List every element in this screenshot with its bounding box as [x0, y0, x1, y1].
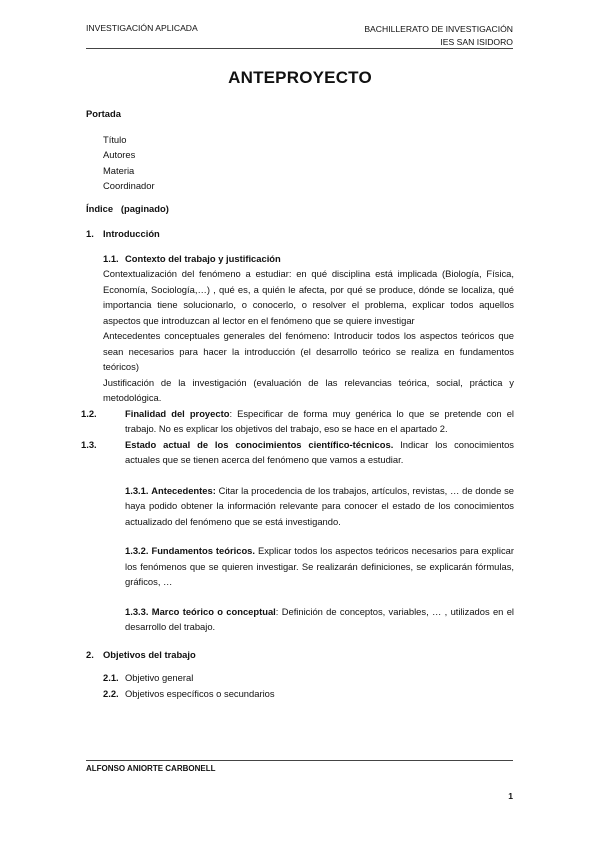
subsection-1-3-2: [125, 543, 514, 590]
subsection-title: Estado actual de los conocimientos científico-técnicos.: [125, 438, 394, 450]
subsection-number: 2.2.: [103, 687, 119, 699]
subsection-title: Antecedentes:: [151, 484, 216, 496]
subsection-number: 1.3.3.: [125, 605, 149, 617]
subsection-2-1: [103, 670, 514, 686]
section-2-body: [103, 670, 514, 701]
section-1-heading: [86, 226, 514, 242]
subsection-number: 1.3.2.: [125, 545, 149, 556]
footer-rule: [86, 760, 513, 761]
document-body: [81, 106, 514, 701]
paragraph-justificacion: Justificación de la investigación (evaluación de las relevancias teórica, social, práctica y metodológica.: [103, 376, 514, 403]
paragraph-contexto: Contextualización del fenómeno a estudiar: en qué disciplina está implicada (Biología, Física, Economía, Sociología,…) , qué es, a quién le afecta, por qué se produce, dónde se localiza, qué importancia tiene solucionarlo, o conocerlo, o resolver el problema, explicar todos aquellos aspectos que introduzcan al lector en el fenómeno que se quiere investigar: [103, 268, 514, 326]
subsection-title: Fundamentos teóricos.: [151, 545, 255, 556]
section-number: 2.: [86, 648, 94, 660]
subsection-number: 2.1.: [103, 672, 119, 683]
page-title: ANTEPROYECTO: [228, 68, 372, 87]
subsection-number: 1.2.: [81, 407, 97, 419]
subsection-1-3-3: [125, 604, 514, 635]
subsection-text: : Especificar de forma muy genérica lo que se pretende con el trabajo. No es explicar los objetivos del trabajo, eso se hace en el apartado 2.: [125, 407, 514, 434]
paragraph-antecedentes: Antecedentes conceptuales generales del fenómeno: Introducir todos los aspectos teóricos que sean necesarios para hacer la introducción (el desarrollo teórico se realiza en fundamentos teóricos): [103, 330, 514, 372]
subsection-number: 1.3.: [81, 438, 97, 450]
subsection-number: 1.1.: [103, 252, 119, 264]
section-title: Objetivos del trabajo: [103, 648, 196, 660]
subsection-title: Contexto del trabajo y justificación: [125, 252, 281, 264]
portada-item: Título: [103, 133, 127, 145]
section-1-body: [81, 251, 514, 635]
subsection-text: : Definición de conceptos, variables, … , utilizados en el desarrollo del trabajo.: [125, 605, 514, 632]
subsection-1-1-heading: [103, 251, 514, 267]
section-number: 1.: [86, 228, 94, 239]
subsection-text: Indicar los conocimientos actuales que se tienen acerca del fenómeno que vamos a estudiar.: [125, 438, 514, 465]
subsection-1-3-1: [125, 483, 514, 530]
header-rule: [86, 48, 513, 49]
subsection-2-2: [103, 686, 514, 702]
subsection-number: 1.3.1.: [125, 484, 149, 496]
subsection-1-3: [81, 437, 514, 468]
subsection-title: Marco teórico o conceptual: [151, 605, 276, 617]
header-right: [364, 23, 513, 49]
section-title: Introducción: [103, 228, 160, 239]
section-2-heading: [86, 647, 514, 663]
indice-note: (paginado): [120, 202, 169, 214]
portada-heading: Portada: [86, 108, 121, 119]
footer-author: ALFONSO ANIORTE CARBONELL: [86, 764, 216, 773]
header-right-line1: BACHILLERATO DE INVESTIGACIÓN: [364, 24, 513, 34]
indice-label: Índice: [86, 202, 114, 214]
subsection-text: Objetivos específicos o secundarios: [125, 687, 275, 699]
portada-item: Autores: [103, 149, 136, 160]
subsection-1-2: [81, 406, 514, 437]
subsection-text: Citar la procedencia de los trabajos, artículos, revistas, … de donde se haya podido obtener la información relevante para conocer el estado de los conocimientos actualizado del fenómeno que se está investigando.: [125, 484, 514, 527]
indice-heading: [86, 201, 514, 217]
header-right-line2: IES SAN ISIDORO: [440, 37, 513, 47]
portada-list: [103, 132, 514, 194]
subsection-title: Finalidad del proyecto: [125, 407, 230, 419]
portada-item: Materia: [103, 164, 135, 176]
subsection-text: Explicar todos los aspectos teóricos necesarios para explicar los fenómenos que se quieren investigar. Se realizarán definiciones, se explicarán fórmulas, gráficos, …: [125, 545, 514, 587]
portada-item: Coordinador: [103, 180, 155, 191]
header-left: INVESTIGACIÓN APLICADA: [86, 23, 198, 33]
subsection-text: Objetivo general: [125, 672, 194, 683]
page-number: 1: [508, 791, 513, 801]
